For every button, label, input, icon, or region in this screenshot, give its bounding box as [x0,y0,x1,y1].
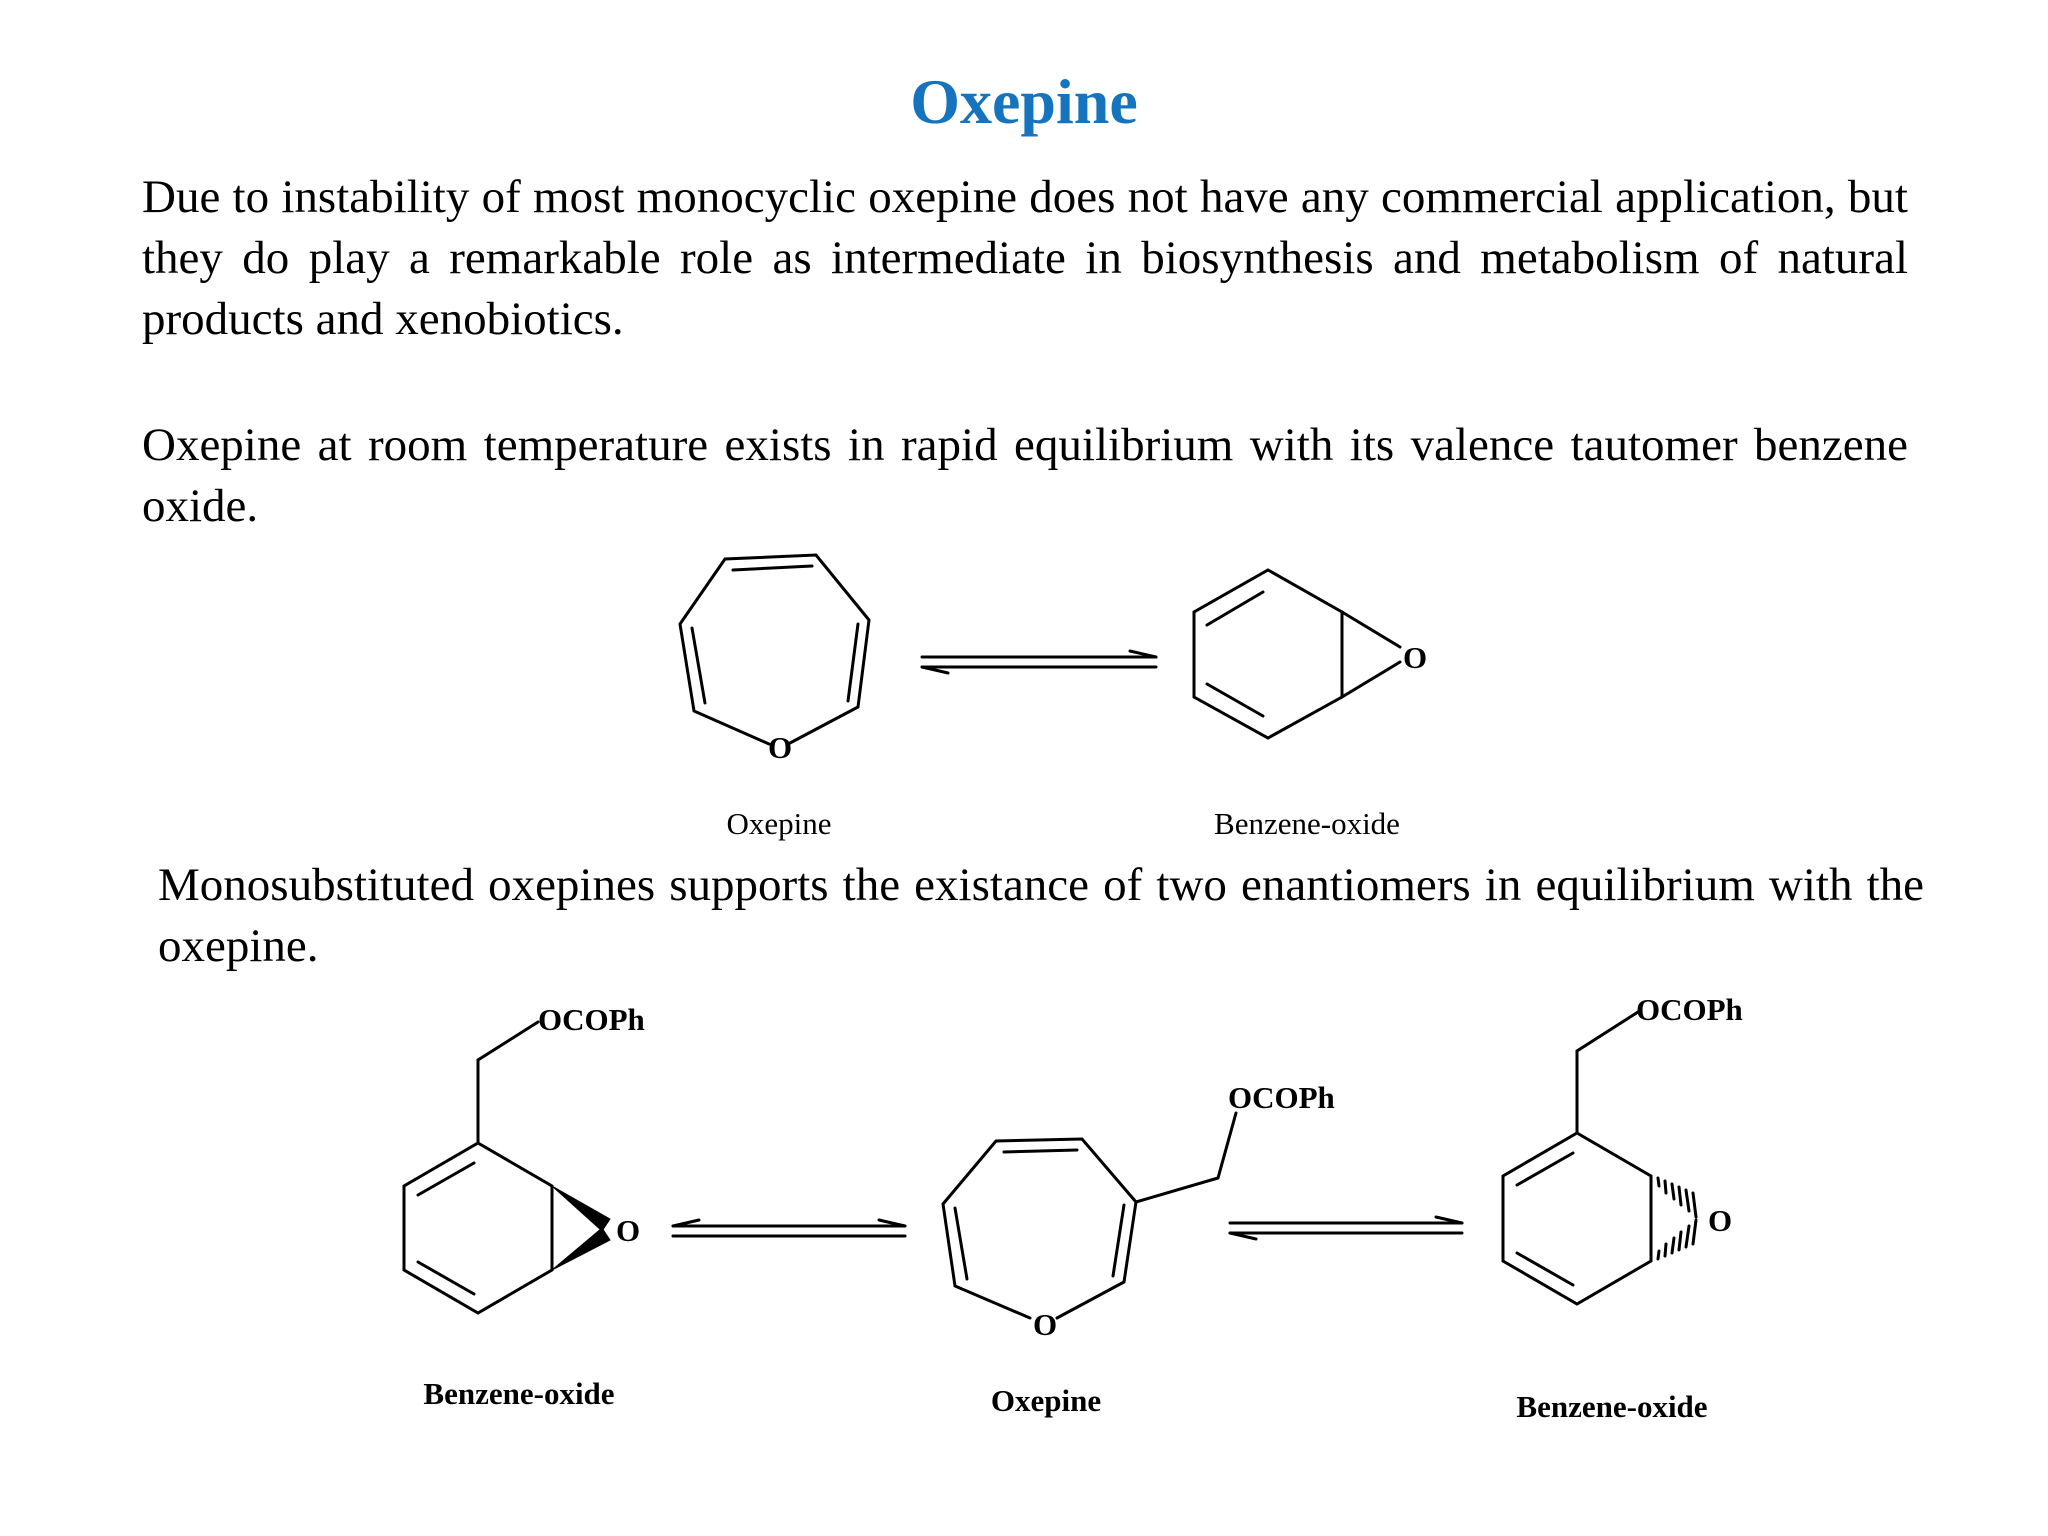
oxygen-atom: O [1402,640,1428,675]
paragraph-equilibrium: Oxepine at room temperature exists in rapid equilibrium with its valence tautomer benzene oxide. [142,419,1908,532]
oxygen-atom: O [615,1213,641,1248]
oxepine-substituted-structure [943,1080,1335,1342]
oxygen-atom: O [1707,1203,1733,1238]
benzene-oxide-structure [1194,570,1427,738]
paragraph-enantiomers: Monosubstituted oxepines supports the existance of two enantiomers in equilibrium with the oxepine. [158,859,1924,972]
substituent-ocoph: OCOPh [538,1002,645,1037]
caption-oxepine: Oxepine [726,806,832,841]
equilibrium-arrow-2 [673,1220,905,1236]
oxepine-structure [680,555,869,765]
benzene-oxide-right-structure [1503,992,1743,1304]
benzene-oxide-left-structure [404,1002,645,1313]
caption-benzene-oxide-right: Benzene-oxide [1516,1389,1708,1424]
caption-benzene-oxide-left: Benzene-oxide [423,1376,615,1411]
paragraph-instability: Due to instability of most monocyclic oxepine does not have any commercial application, but they do play a remarkable role as intermediate in biosynthesis and metabolism of natural products and xenobiotics. [142,171,1908,345]
caption-oxepine-middle: Oxepine [990,1383,1102,1418]
equilibrium-arrow-3 [1230,1217,1462,1239]
substituent-ocoph: OCOPh [1636,992,1743,1027]
equilibrium-arrow-1 [922,651,1156,673]
substituent-ocoph: OCOPh [1228,1080,1335,1115]
oxygen-atom: O [1032,1307,1058,1342]
caption-benzene-oxide: Benzene-oxide [1214,806,1400,841]
page-title: Oxepine [910,66,1138,137]
oxygen-atom: O [767,730,793,765]
